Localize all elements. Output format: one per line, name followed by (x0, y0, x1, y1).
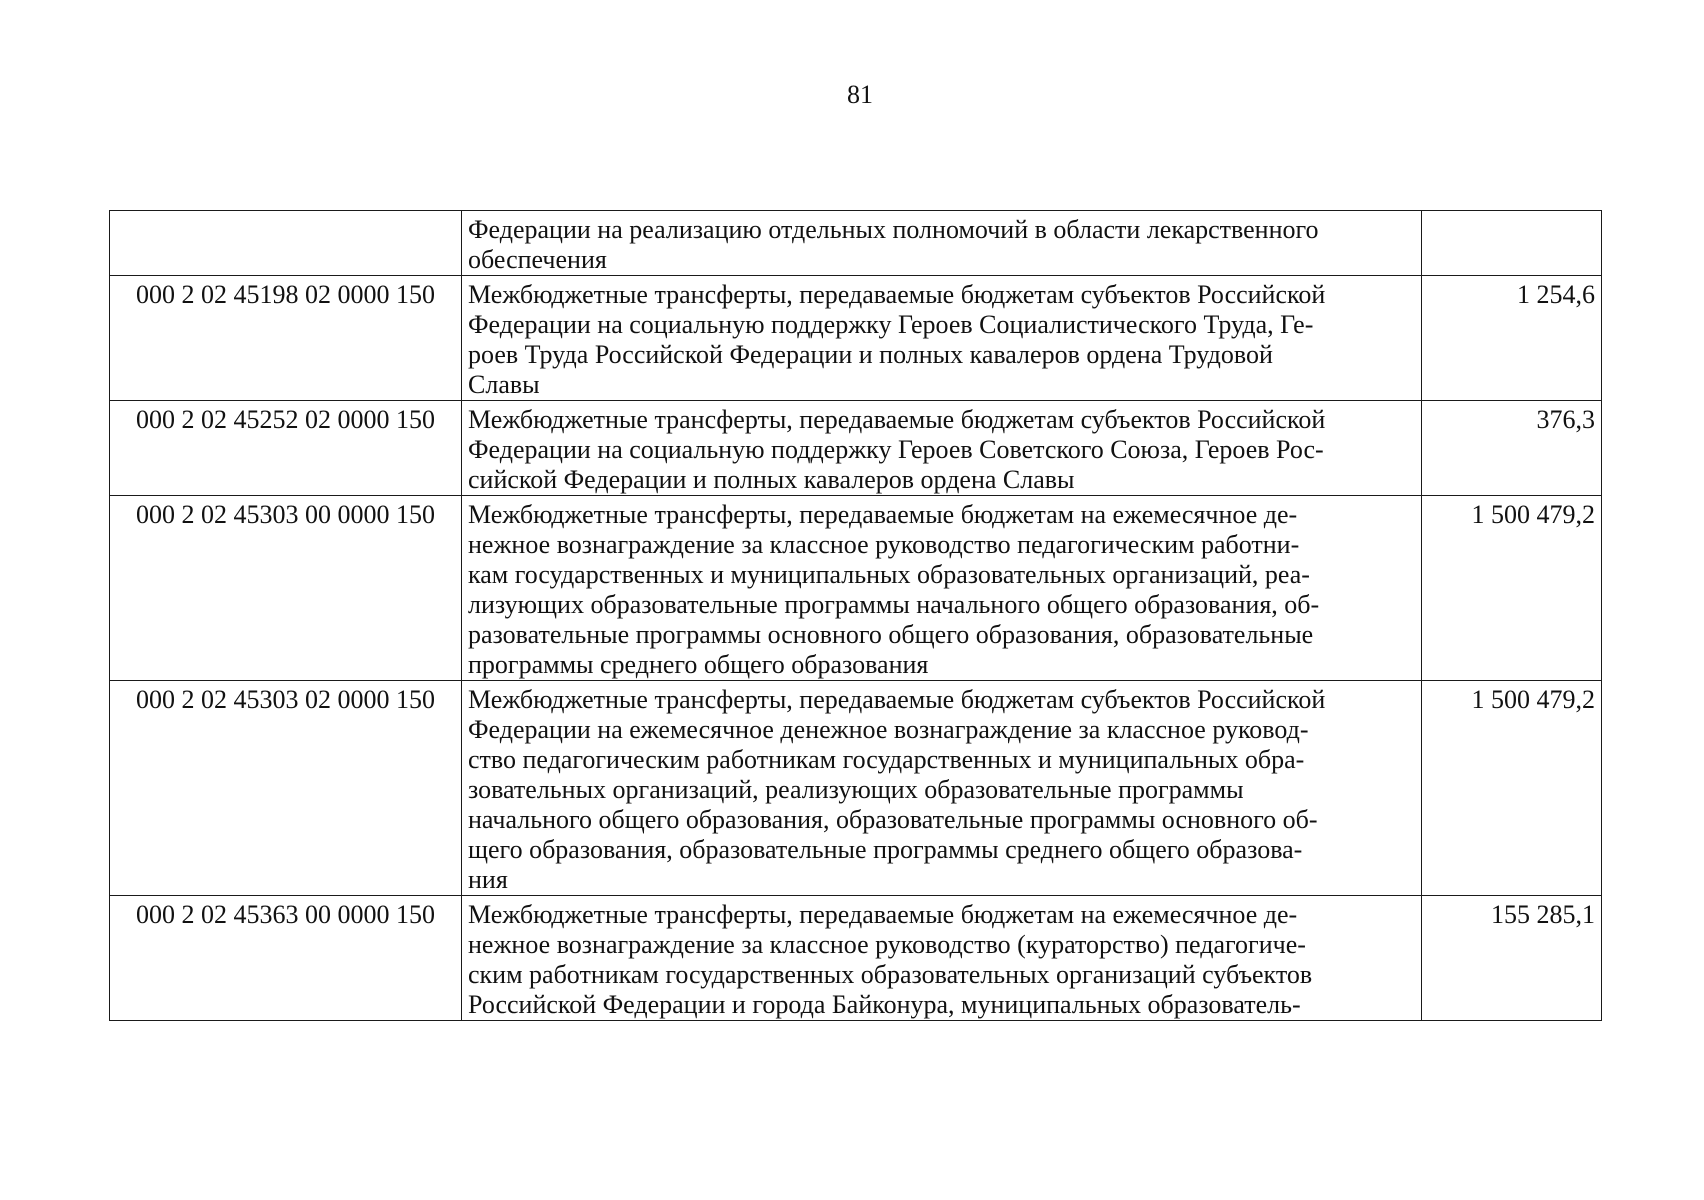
description-line: Федерации на ежемесячное денежное вознаграждение за классное руковод- (468, 715, 1309, 744)
amount-value: 1 500 479,2 (1422, 496, 1602, 681)
description-line: ским работникам государственных образовательных организаций субъектов (468, 960, 1313, 989)
row-description (462, 276, 1422, 401)
description-line: Федерации на социальную поддержку Героев Социалистического Труда, Ге- (468, 310, 1314, 339)
table-row (110, 681, 1602, 896)
description-line: Федерации на реализацию отдельных полномочий в области лекарственного (468, 215, 1319, 244)
table-row (110, 276, 1602, 401)
row-description (462, 496, 1422, 681)
description-line: ния (468, 865, 508, 894)
description-line: сийской Федерации и полных кавалеров ордена Славы (468, 465, 1075, 494)
budget-code: 000 2 02 45363 00 0000 150 (110, 896, 462, 1021)
row-description (462, 896, 1422, 1021)
description-line: нежное вознаграждение за классное руководство (кураторство) педагогиче- (468, 930, 1306, 959)
row-description (462, 681, 1422, 896)
amount-value (1422, 211, 1602, 276)
amount-value: 1 500 479,2 (1422, 681, 1602, 896)
description-line: Российской Федерации и города Байконура, муниципальных образователь- (468, 990, 1301, 1019)
description-line: роев Труда Российской Федерации и полных кавалеров ордена Трудовой (468, 340, 1273, 369)
description-line: программы среднего общего образования (468, 650, 929, 679)
budget-code: 000 2 02 45198 02 0000 150 (110, 276, 462, 401)
description-line: ство педагогическим работникам государственных и муниципальных обра- (468, 745, 1305, 774)
budget-code: 000 2 02 45252 02 0000 150 (110, 401, 462, 496)
budget-table (109, 210, 1602, 1021)
description-line: Межбюджетные трансферты, передаваемые бюджетам на ежемесячное де- (468, 900, 1298, 929)
description-line: обеспечения (468, 245, 607, 274)
description-line: разовательные программы основного общего образования, образовательные (468, 620, 1314, 649)
budget-code: 000 2 02 45303 00 0000 150 (110, 496, 462, 681)
description-line: Межбюджетные трансферты, передаваемые бюджетам субъектов Российской (468, 280, 1326, 309)
description-line: щего образования, образовательные программы среднего общего образова- (468, 835, 1303, 864)
amount-value: 155 285,1 (1422, 896, 1602, 1021)
description-line: нежное вознаграждение за классное руководство педагогическим работни- (468, 530, 1300, 559)
row-description (462, 401, 1422, 496)
description-line: кам государственных и муниципальных образовательных организаций, реа- (468, 560, 1310, 589)
description-line: зовательных организаций, реализующих образовательные программы (468, 775, 1244, 804)
description-line: Федерации на социальную поддержку Героев Советского Союза, Героев Рос- (468, 435, 1324, 464)
description-line: Межбюджетные трансферты, передаваемые бюджетам на ежемесячное де- (468, 500, 1298, 529)
description-line: Славы (468, 370, 540, 399)
amount-value: 1 254,6 (1422, 276, 1602, 401)
description-line: лизующих образовательные программы начального общего образования, об- (468, 590, 1320, 619)
description-line: начального общего образования, образовательные программы основного об- (468, 805, 1318, 834)
budget-code (110, 211, 462, 276)
table-row (110, 896, 1602, 1021)
description-line: Межбюджетные трансферты, передаваемые бюджетам субъектов Российской (468, 405, 1326, 434)
table-row (110, 496, 1602, 681)
amount-value: 376,3 (1422, 401, 1602, 496)
row-description (462, 211, 1422, 276)
page-number: 81 (847, 80, 873, 109)
description-line: Межбюджетные трансферты, передаваемые бюджетам субъектов Российской (468, 685, 1326, 714)
budget-code: 000 2 02 45303 02 0000 150 (110, 681, 462, 896)
table-row (110, 401, 1602, 496)
table-row (110, 211, 1602, 276)
